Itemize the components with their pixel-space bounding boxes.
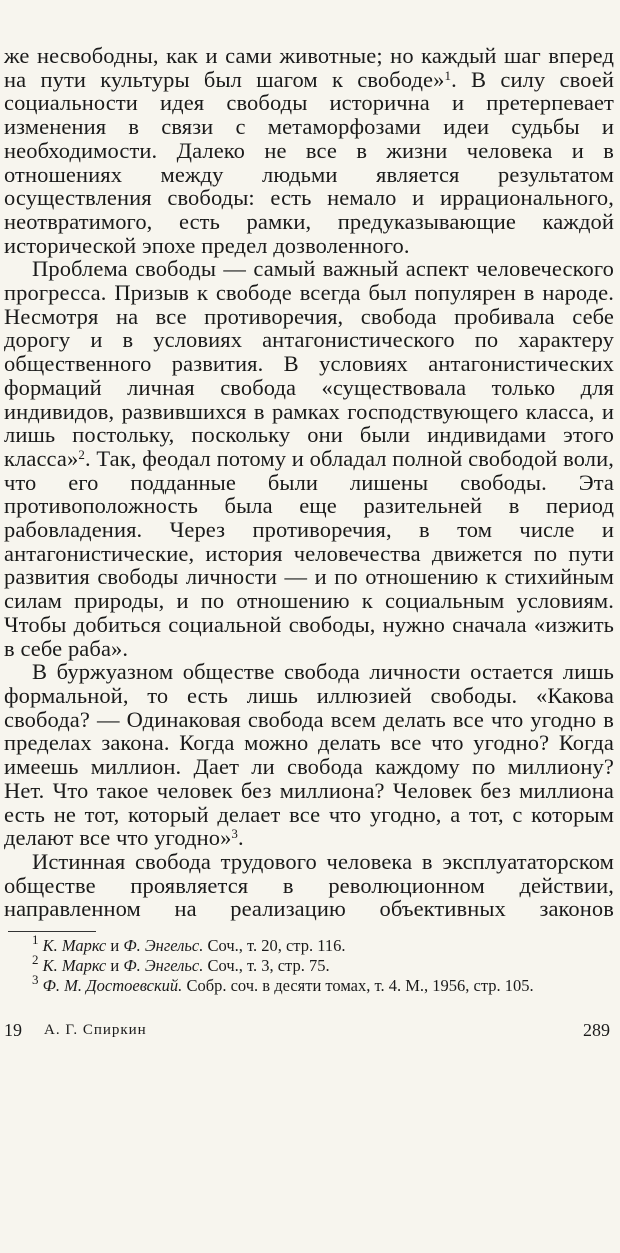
footnotes (4, 932, 614, 996)
page-content (4, 44, 614, 996)
body-text (4, 44, 614, 921)
footer-author: А. Г. Спиркин (44, 1022, 147, 1038)
footnote-1: $^1$ К. Маркс и Ф. Энгельс. Соч., т. 20, стр. 116. (32, 932, 346, 956)
signature-mark: 19 (4, 1020, 22, 1040)
paragraph-3: В буржуазном обществе свобода личности остается лишь формальной, то есть лишь иллюзией свободы. «Какова свобода? — Одинаковая свобода всем делать все что угодно в пределах закона. Когда можно делать все что угодно? Когда имеешь миллион. Дает ли свобода каждому по миллиону? Нет. Что такое человек без миллиона? Человек без миллиона есть не тот, который делает все что угодно, а тот, с которым делают все что угодно»$^3$. (4, 659, 614, 851)
page-footer (4, 1020, 610, 1050)
footnote-3: $^3$ Ф. М. Достоевский. Собр. соч. в десяти томах, т. 4. М., 1956, стр. 105. (32, 972, 534, 996)
page-number: 289 (583, 1020, 610, 1040)
footnote-divider (8, 931, 96, 932)
footnote-ref-1: 1 (444, 67, 452, 83)
footnote-ref-3: 3 (231, 826, 239, 842)
paragraph-2: Проблема свободы — самый важный аспект человеческого прогресса. Призыв к свободе всегда был популярен в народе. Несмотря на все противоречия, свобода пробивала себе дорогу и в условиях антагонистического по характеру общественного развития. В условиях антагонистических формаций личная свобода «существовала только для индивидов, развившихся в рамках господствующего класса, и лишь постольку, поскольку они были индивидами этого класса»$^2$. Так, феодал потому и обладал полной свободой воли, что его подданные были лишены свободы. Эта противоположность была еще разительней в период рабовладения. Через противоречия, в том числе и антагонистические, история человечества движется по пути развития свободы личности — и по отношению к стихийным силам природы, и по отношению к социальным условиям. Чтобы добиться социальной свободы, нужно сначала «изжить в себе раба». (4, 256, 614, 661)
paragraph-1: же несвободны, как и сами животные; но каждый шаг вперед на пути культуры был шагом к свободе»$^1$. В силу своей социальности идея свободы исторична и претерпевает изменения в связи с метаморфозами идеи судьбы и необходимости. Далеко не все в жизни человека и в отношениях между людьми является результатом осуществления свободы: есть немало и иррационального, неотвратимого, есть рамки, предуказывающие каждой исторической эпохе предел дозволенного. (4, 43, 614, 258)
footnote-ref-2: 2 (78, 446, 85, 462)
footnote-2: $^2$ К. Маркс и Ф. Энгельс. Соч., т. 3, стр. 75. (32, 952, 330, 976)
paragraph-4: Истинная свобода трудового человека в эксплуататорском обществе проявляется в революционном действии, направленном на реализацию объективных законов (4, 848, 614, 922)
